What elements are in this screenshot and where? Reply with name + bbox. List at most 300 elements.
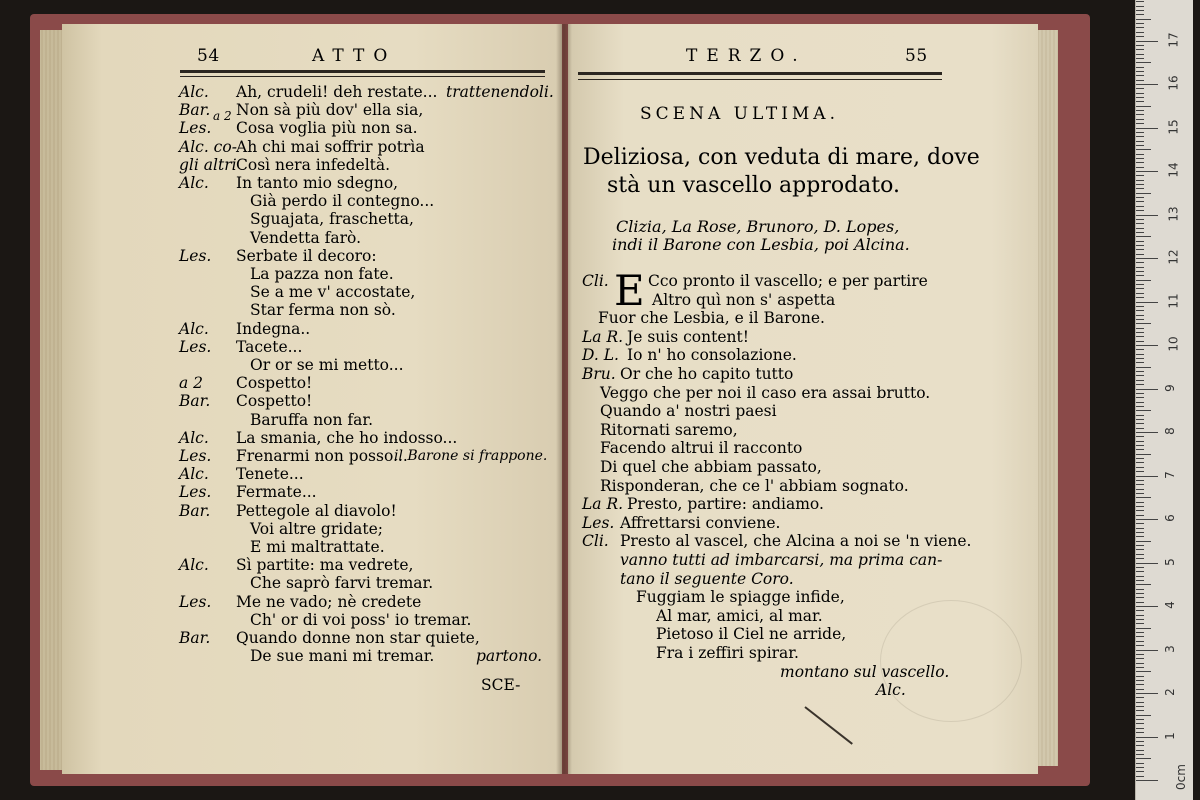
speaker-label: Alc.: [179, 319, 209, 338]
ruler-tick: [1136, 419, 1144, 420]
ruler-tick: [1136, 502, 1144, 503]
ruler-tick: [1136, 84, 1158, 85]
ruler-tick: [1136, 49, 1144, 50]
verse-line: Ritornati saremo,: [600, 420, 738, 439]
left-header-rule-thin: [180, 76, 545, 77]
verse-line: Se a me v' accostate,: [250, 283, 416, 302]
verse-line: Io n' ho consolazione.: [627, 346, 797, 365]
verse-line: Cosa voglia più non sa.: [236, 119, 418, 138]
ruler-tick: [1136, 136, 1144, 137]
verse-line: Fra i zeffiri spirar.: [656, 644, 799, 662]
ruler-tick: [1136, 6, 1144, 7]
ruler-tick: [1136, 62, 1151, 63]
verse-line: Indegna..: [236, 319, 311, 338]
ruler-tick: [1136, 315, 1144, 316]
ruler-tick: [1136, 467, 1144, 468]
library-stamp: [880, 600, 1022, 722]
ruler-tick: [1136, 719, 1144, 720]
ruler-tick: [1136, 671, 1151, 672]
ruler-tick: [1136, 288, 1144, 289]
ruler-tick: [1136, 101, 1144, 102]
ruler-tick: [1136, 114, 1144, 115]
ruler-tick: [1136, 197, 1144, 198]
verse-line: De sue mani mi tremar.: [250, 647, 435, 666]
ruler-tick: [1136, 645, 1144, 646]
ruler-tick: [1136, 354, 1144, 355]
ruler-tick: [1136, 680, 1144, 681]
ruler-tick: [1136, 110, 1144, 111]
ruler-number: 12: [1166, 249, 1181, 265]
ruler-tick: [1136, 763, 1144, 764]
show-through-text: [840, 310, 960, 470]
ruler-tick: [1136, 97, 1144, 98]
drop-capital: E: [614, 266, 645, 315]
ruler-tick: [1136, 280, 1151, 281]
ruler-tick: [1136, 602, 1144, 603]
ruler-tick: [1136, 702, 1144, 703]
ruler-tick: [1136, 589, 1144, 590]
ruler-tick: [1136, 310, 1144, 311]
ruler-tick: [1136, 175, 1144, 176]
characters-line-2: indi il Barone con Lesbia, poi Alcina.: [612, 235, 910, 254]
ruler-tick: [1136, 663, 1144, 664]
verse-line: La pazza non fate.: [250, 265, 394, 283]
verse-line: Già perdo il contegno...: [250, 192, 435, 211]
ruler-tick: [1136, 632, 1144, 633]
verse-line: Non sà più dov' ella sia,: [236, 101, 424, 120]
ruler-tick: [1136, 410, 1151, 411]
ruler-tick: [1136, 506, 1144, 507]
ruler-tick: [1136, 715, 1151, 716]
speaker-label: Les.: [179, 119, 212, 138]
ruler-tick: [1136, 654, 1144, 655]
ruler-tick: [1136, 232, 1144, 233]
ruler-tick: [1136, 10, 1144, 11]
ruler-tick: [1136, 554, 1144, 555]
ruler-tick: [1136, 245, 1144, 246]
stage-direction: Alc.: [876, 681, 906, 700]
ruler-tick: [1136, 36, 1144, 37]
verse-line: Fuor che Lesbia, e il Barone.: [598, 309, 825, 328]
ruler-tick: [1136, 610, 1144, 611]
ruler-tick: [1136, 723, 1144, 724]
scene-setting-line-1: Deliziosa, con veduta di mare, dove: [583, 145, 980, 170]
ruler-tick: [1136, 349, 1144, 350]
ruler-tick: [1136, 23, 1144, 24]
speaker-label: Les.: [179, 483, 212, 502]
speaker-label: a 2: [179, 374, 204, 393]
ruler-tick: [1136, 706, 1144, 707]
ruler-tick: [1136, 597, 1144, 598]
ruler-tick: [1136, 41, 1158, 42]
ruler-tick: [1136, 567, 1144, 568]
verse-line: Tenete...: [236, 465, 304, 484]
ruler-tick: [1136, 284, 1144, 285]
ruler-tick: [1136, 393, 1144, 394]
ruler-tick: [1136, 728, 1144, 729]
ruler-tick: [1136, 415, 1144, 416]
ruler-tick: [1136, 776, 1144, 777]
ruler-tick: [1136, 484, 1144, 485]
verse-line: Cco pronto il vascello; e per partire: [648, 272, 928, 290]
ruler-tick: [1136, 219, 1144, 220]
ruler-tick: [1136, 523, 1144, 524]
speaker-label: Les.: [179, 246, 212, 265]
ruler-tick: [1136, 780, 1158, 781]
verse-line: Al mar, amici, al mar.: [656, 606, 823, 625]
verse-line: In tanto mio sdegno,: [236, 174, 399, 192]
ruler-tick: [1136, 771, 1144, 772]
verse-line: Ch' or di voi poss' io tremar.: [250, 610, 472, 629]
ruler-number: 6: [1162, 514, 1177, 522]
verse-line: Ah, crudeli! deh restate...: [236, 83, 438, 101]
ruler-tick: [1136, 328, 1144, 329]
ruler-tick: [1136, 128, 1158, 129]
speaker-label: Alc.: [179, 556, 209, 575]
ruler-tick: [1136, 454, 1151, 455]
ruler-tick: [1136, 332, 1144, 333]
ruler-tick: [1136, 528, 1144, 529]
speaker-label: Les.: [179, 592, 212, 611]
ruler-tick: [1136, 432, 1158, 433]
verse-line: Sì partite: ma vedrete,: [236, 556, 414, 575]
ruler-tick: [1136, 201, 1144, 202]
speaker-label: gli altri: [179, 155, 237, 174]
ruler-tick: [1136, 606, 1158, 607]
verse-line: Che saprò farvi tremar.: [250, 574, 434, 593]
book-gutter: [556, 24, 572, 774]
speaker-label: La R.: [582, 327, 624, 346]
ruler-tick: [1136, 223, 1144, 224]
speaker-label: D. L.: [582, 346, 619, 365]
ruler-number: 15: [1166, 118, 1181, 135]
verse-line: Ah chi mai soffrir potrìa: [236, 137, 425, 156]
ruler-tick: [1136, 571, 1144, 572]
ruler-tick: [1136, 293, 1144, 294]
ruler-number: 1: [1162, 731, 1177, 740]
ruler-tick: [1136, 515, 1144, 516]
ruler-tick: [1136, 154, 1144, 155]
ruler-tick: [1136, 693, 1158, 694]
ruler-number: 16: [1166, 75, 1181, 91]
ruler-tick: [1136, 623, 1144, 624]
verse-line: Altro quì non s' aspetta: [652, 290, 836, 309]
right-page-number: 55: [905, 46, 928, 66]
ruler-tick: [1136, 19, 1151, 20]
speaker-label: Les.: [179, 447, 212, 465]
ruler-tick: [1136, 397, 1144, 398]
scene-title: SCENA ULTIMA.: [640, 104, 839, 124]
ruler-tick: [1136, 158, 1144, 159]
ruler-tick: [1136, 375, 1144, 376]
verse-line: Fuggiam le spiagge infide,: [636, 588, 845, 607]
verse-line: Je suis content!: [627, 327, 749, 346]
ruler-tick: [1136, 593, 1144, 594]
ruler-tick: [1136, 732, 1144, 733]
verse-line: Presto, partire: andiamo.: [627, 495, 824, 514]
ruler-tick: [1136, 650, 1158, 651]
ruler-tick: [1136, 428, 1144, 429]
ruler-tick: [1136, 184, 1144, 185]
speaker-label: Bar.: [179, 501, 211, 520]
verse-line: La smania, che ho indosso...: [236, 428, 458, 447]
right-header-rule: [578, 72, 942, 75]
ruler-number: 11: [1166, 292, 1181, 309]
ruler-tick: [1136, 767, 1144, 768]
stage-direction: il Barone si frappone.: [394, 448, 548, 464]
ruler-tick: [1136, 471, 1144, 472]
verse-line: Or or se mi metto...: [250, 356, 404, 374]
ruler-tick: [1136, 367, 1151, 368]
ruler-tick: [1136, 389, 1158, 390]
ruler-tick: [1136, 54, 1144, 55]
ruler-tick: [1136, 563, 1158, 564]
ruler-tick: [1136, 323, 1151, 324]
verse-line: Frenarmi non posso...: [236, 447, 408, 465]
ruler-tick: [1136, 449, 1144, 450]
ruler-tick: [1136, 241, 1144, 242]
verse-line: Quando donne non star quiete,: [236, 629, 480, 647]
verse-line: Me ne vado; nè credete: [236, 592, 422, 611]
ruler-tick: [1136, 228, 1144, 229]
ruler-tick: [1136, 436, 1144, 437]
ruler-tick: [1136, 549, 1144, 550]
speaker-label: Bar.: [179, 392, 211, 411]
ruler-tick: [1136, 358, 1144, 359]
ruler-tick: [1136, 345, 1158, 346]
ruler-tick: [1136, 697, 1144, 698]
ruler-number: 5: [1162, 557, 1177, 566]
ruler-tick: [1136, 445, 1144, 446]
ruler-number: 17: [1166, 31, 1181, 48]
ruler-number: 9: [1162, 383, 1177, 392]
speaker-label: Bru.: [582, 365, 616, 383]
stage-direction: montano sul vascello.: [780, 662, 950, 681]
ruler-tick: [1136, 754, 1144, 755]
left-page-edges: [40, 30, 62, 770]
left-header-rule: [180, 70, 545, 73]
ruler-tick: [1136, 536, 1144, 537]
ruler-tick: [1136, 188, 1144, 189]
ruler-tick: [1136, 123, 1144, 124]
ruler-tick: [1136, 493, 1144, 494]
speaker-label: Alc. co-: [179, 137, 237, 156]
stage-direction: tano il seguente Coro.: [620, 569, 794, 588]
speaker-label: Les.: [179, 337, 212, 356]
ruler-tick: [1136, 636, 1144, 637]
speaker-label: Bar.: [179, 101, 211, 120]
verse-line: Presto al vascel, che Alcina a noi se 'n viene.: [620, 532, 972, 551]
verse-line: Pietoso il Ciel ne arride,: [656, 625, 847, 644]
ruler-tick: [1136, 93, 1144, 94]
verse-line: Vendetta farò.: [250, 228, 362, 247]
ruler-tick: [1136, 341, 1144, 342]
ruler-tick: [1136, 236, 1151, 237]
ruler-number: 10: [1166, 336, 1181, 352]
stage-direction: trattenendoli.: [446, 83, 554, 101]
ruler-tick: [1136, 402, 1144, 403]
stage-direction: partono.: [476, 647, 543, 666]
verse-line: Star ferma non sò.: [250, 301, 396, 320]
left-page-header: ATTO: [312, 46, 397, 66]
ruler-tick: [1136, 741, 1144, 742]
ruler-tick: [1136, 67, 1144, 68]
ruler-tick: [1136, 167, 1144, 168]
ruler-tick: [1136, 667, 1144, 668]
speaker-label: Alc.: [179, 83, 209, 101]
ruler-tick: [1136, 215, 1158, 216]
verse-line: Fermate...: [236, 483, 317, 502]
ruler-tick: [1136, 519, 1158, 520]
ruler-tick: [1136, 262, 1144, 263]
ruler-tick: [1136, 641, 1144, 642]
ruler-tick: [1136, 619, 1144, 620]
ruler-number: 7: [1162, 470, 1177, 479]
ruler-tick: [1136, 476, 1158, 477]
ruler-tick: [1136, 193, 1151, 194]
ensemble-mark: a 2: [213, 109, 232, 124]
ruler-tick: [1136, 480, 1144, 481]
ruler-tick: [1136, 171, 1158, 172]
ruler-tick: [1136, 32, 1144, 33]
ruler-number: 8: [1162, 427, 1177, 435]
ruler-tick: [1136, 106, 1151, 107]
ruler-tick: [1136, 71, 1144, 72]
speaker-label: La R.: [582, 495, 624, 514]
ruler-tick: [1136, 254, 1144, 255]
ruler-tick: [1136, 162, 1144, 163]
ruler-tick: [1136, 758, 1151, 759]
ruler-tick: [1136, 462, 1144, 463]
stage-direction: vanno tutti ad imbarcarsi, ma prima can-: [620, 551, 943, 569]
ruler-tick: [1136, 206, 1144, 207]
ruler-tick: [1136, 423, 1144, 424]
speaker-label: Bar.: [179, 629, 211, 647]
ruler-tick: [1136, 497, 1151, 498]
speaker-label: Cli.: [582, 532, 609, 551]
ruler-unit-label: 0cm: [1173, 764, 1188, 790]
ruler-tick: [1136, 380, 1144, 381]
ruler-tick: [1136, 210, 1144, 211]
ruler-tick: [1136, 689, 1144, 690]
verse-line: Veggo che per noi il caso era assai brutto.: [600, 383, 931, 402]
speaker-label: Cli.: [582, 272, 609, 290]
ruler-tick: [1136, 441, 1144, 442]
ruler-tick: [1136, 545, 1144, 546]
ruler-tick: [1136, 510, 1144, 511]
verse-line: Quando a' nostri paesi: [600, 402, 777, 421]
ruler-tick: [1136, 580, 1144, 581]
ruler-tick: [1136, 576, 1144, 577]
right-header-rule-thin: [578, 79, 942, 80]
characters-line-1: Clizia, La Rose, Brunoro, D. Lopes,: [616, 217, 900, 236]
speaker-label: Alc.: [179, 428, 209, 447]
ruler-tick: [1136, 336, 1144, 337]
ruler-tick: [1136, 737, 1158, 738]
ruler-tick: [1136, 271, 1144, 272]
ruler-tick: [1136, 45, 1144, 46]
verse-line: Or che ho capito tutto: [620, 365, 794, 383]
ruler-tick: [1136, 558, 1144, 559]
ruler-tick: [1136, 249, 1144, 250]
measuring-ruler: [1135, 0, 1193, 800]
ruler-tick: [1136, 532, 1144, 533]
verse-line: Facendo altrui il racconto: [600, 439, 803, 458]
ruler-tick: [1136, 297, 1144, 298]
ruler-number: 14: [1166, 162, 1181, 178]
verse-line: Affrettarsi conviene.: [620, 513, 781, 532]
ruler-tick: [1136, 489, 1144, 490]
verse-line: Pettegole al diavolo!: [236, 501, 397, 520]
speaker-label: Alc.: [179, 174, 209, 192]
ruler-number: 13: [1166, 205, 1181, 222]
ruler-tick: [1136, 371, 1144, 372]
verse-line: Serbate il decoro:: [236, 246, 377, 265]
ruler-tick: [1136, 384, 1144, 385]
ruler-tick: [1136, 658, 1144, 659]
ruler-tick: [1136, 88, 1144, 89]
ruler-tick: [1136, 584, 1151, 585]
ruler-tick: [1136, 75, 1144, 76]
ruler-tick: [1136, 710, 1144, 711]
ruler-tick: [1136, 275, 1144, 276]
ruler-tick: [1136, 27, 1144, 28]
verse-line: E mi maltrattate.: [250, 538, 385, 556]
ruler-number: 4: [1162, 601, 1177, 609]
ruler-tick: [1136, 145, 1144, 146]
verse-line: Baruffa non far.: [250, 410, 374, 429]
ruler-tick: [1136, 119, 1144, 120]
ruler-number: 3: [1162, 644, 1177, 653]
ruler-tick: [1136, 306, 1144, 307]
ruler-tick: [1136, 258, 1158, 259]
verse-line: Risponderan, che ce l' abbiam sognato.: [600, 476, 909, 495]
ruler-tick: [1136, 362, 1144, 363]
verse-line: Voi altre gridate;: [250, 519, 383, 538]
ruler-tick: [1136, 132, 1144, 133]
speaker-label: Les.: [582, 513, 615, 532]
ruler-tick: [1136, 180, 1144, 181]
ruler-tick: [1136, 267, 1144, 268]
verse-line: Cospetto!: [236, 392, 313, 411]
verse-line: Di quel che abbiam passato,: [600, 458, 822, 476]
ruler-tick: [1136, 80, 1144, 81]
ruler-number: 2: [1162, 688, 1177, 696]
ruler-tick: [1136, 14, 1144, 15]
ruler-tick: [1136, 615, 1144, 616]
verse-line: Cospetto!: [236, 374, 313, 393]
ruler-tick: [1136, 628, 1151, 629]
catchword: SCE-: [481, 676, 521, 694]
ruler-tick: [1136, 750, 1144, 751]
left-page-number: 54: [197, 46, 220, 66]
ruler-tick: [1136, 319, 1144, 320]
ruler-tick: [1136, 745, 1144, 746]
verse-line: Tacete...: [236, 337, 303, 356]
verse-line: Sguajata, fraschetta,: [250, 210, 414, 229]
ruler-tick: [1136, 1, 1144, 2]
ruler-tick: [1136, 149, 1151, 150]
right-page-header: TERZO.: [686, 46, 807, 66]
scene-setting-line-2: stà un vascello approdato.: [607, 173, 900, 198]
ruler-tick: [1136, 684, 1144, 685]
ruler-tick: [1136, 141, 1144, 142]
ruler-tick: [1136, 302, 1158, 303]
ruler-tick: [1136, 406, 1144, 407]
ruler-tick: [1136, 58, 1144, 59]
right-page-edges: [1036, 30, 1058, 766]
ruler-tick: [1136, 458, 1144, 459]
